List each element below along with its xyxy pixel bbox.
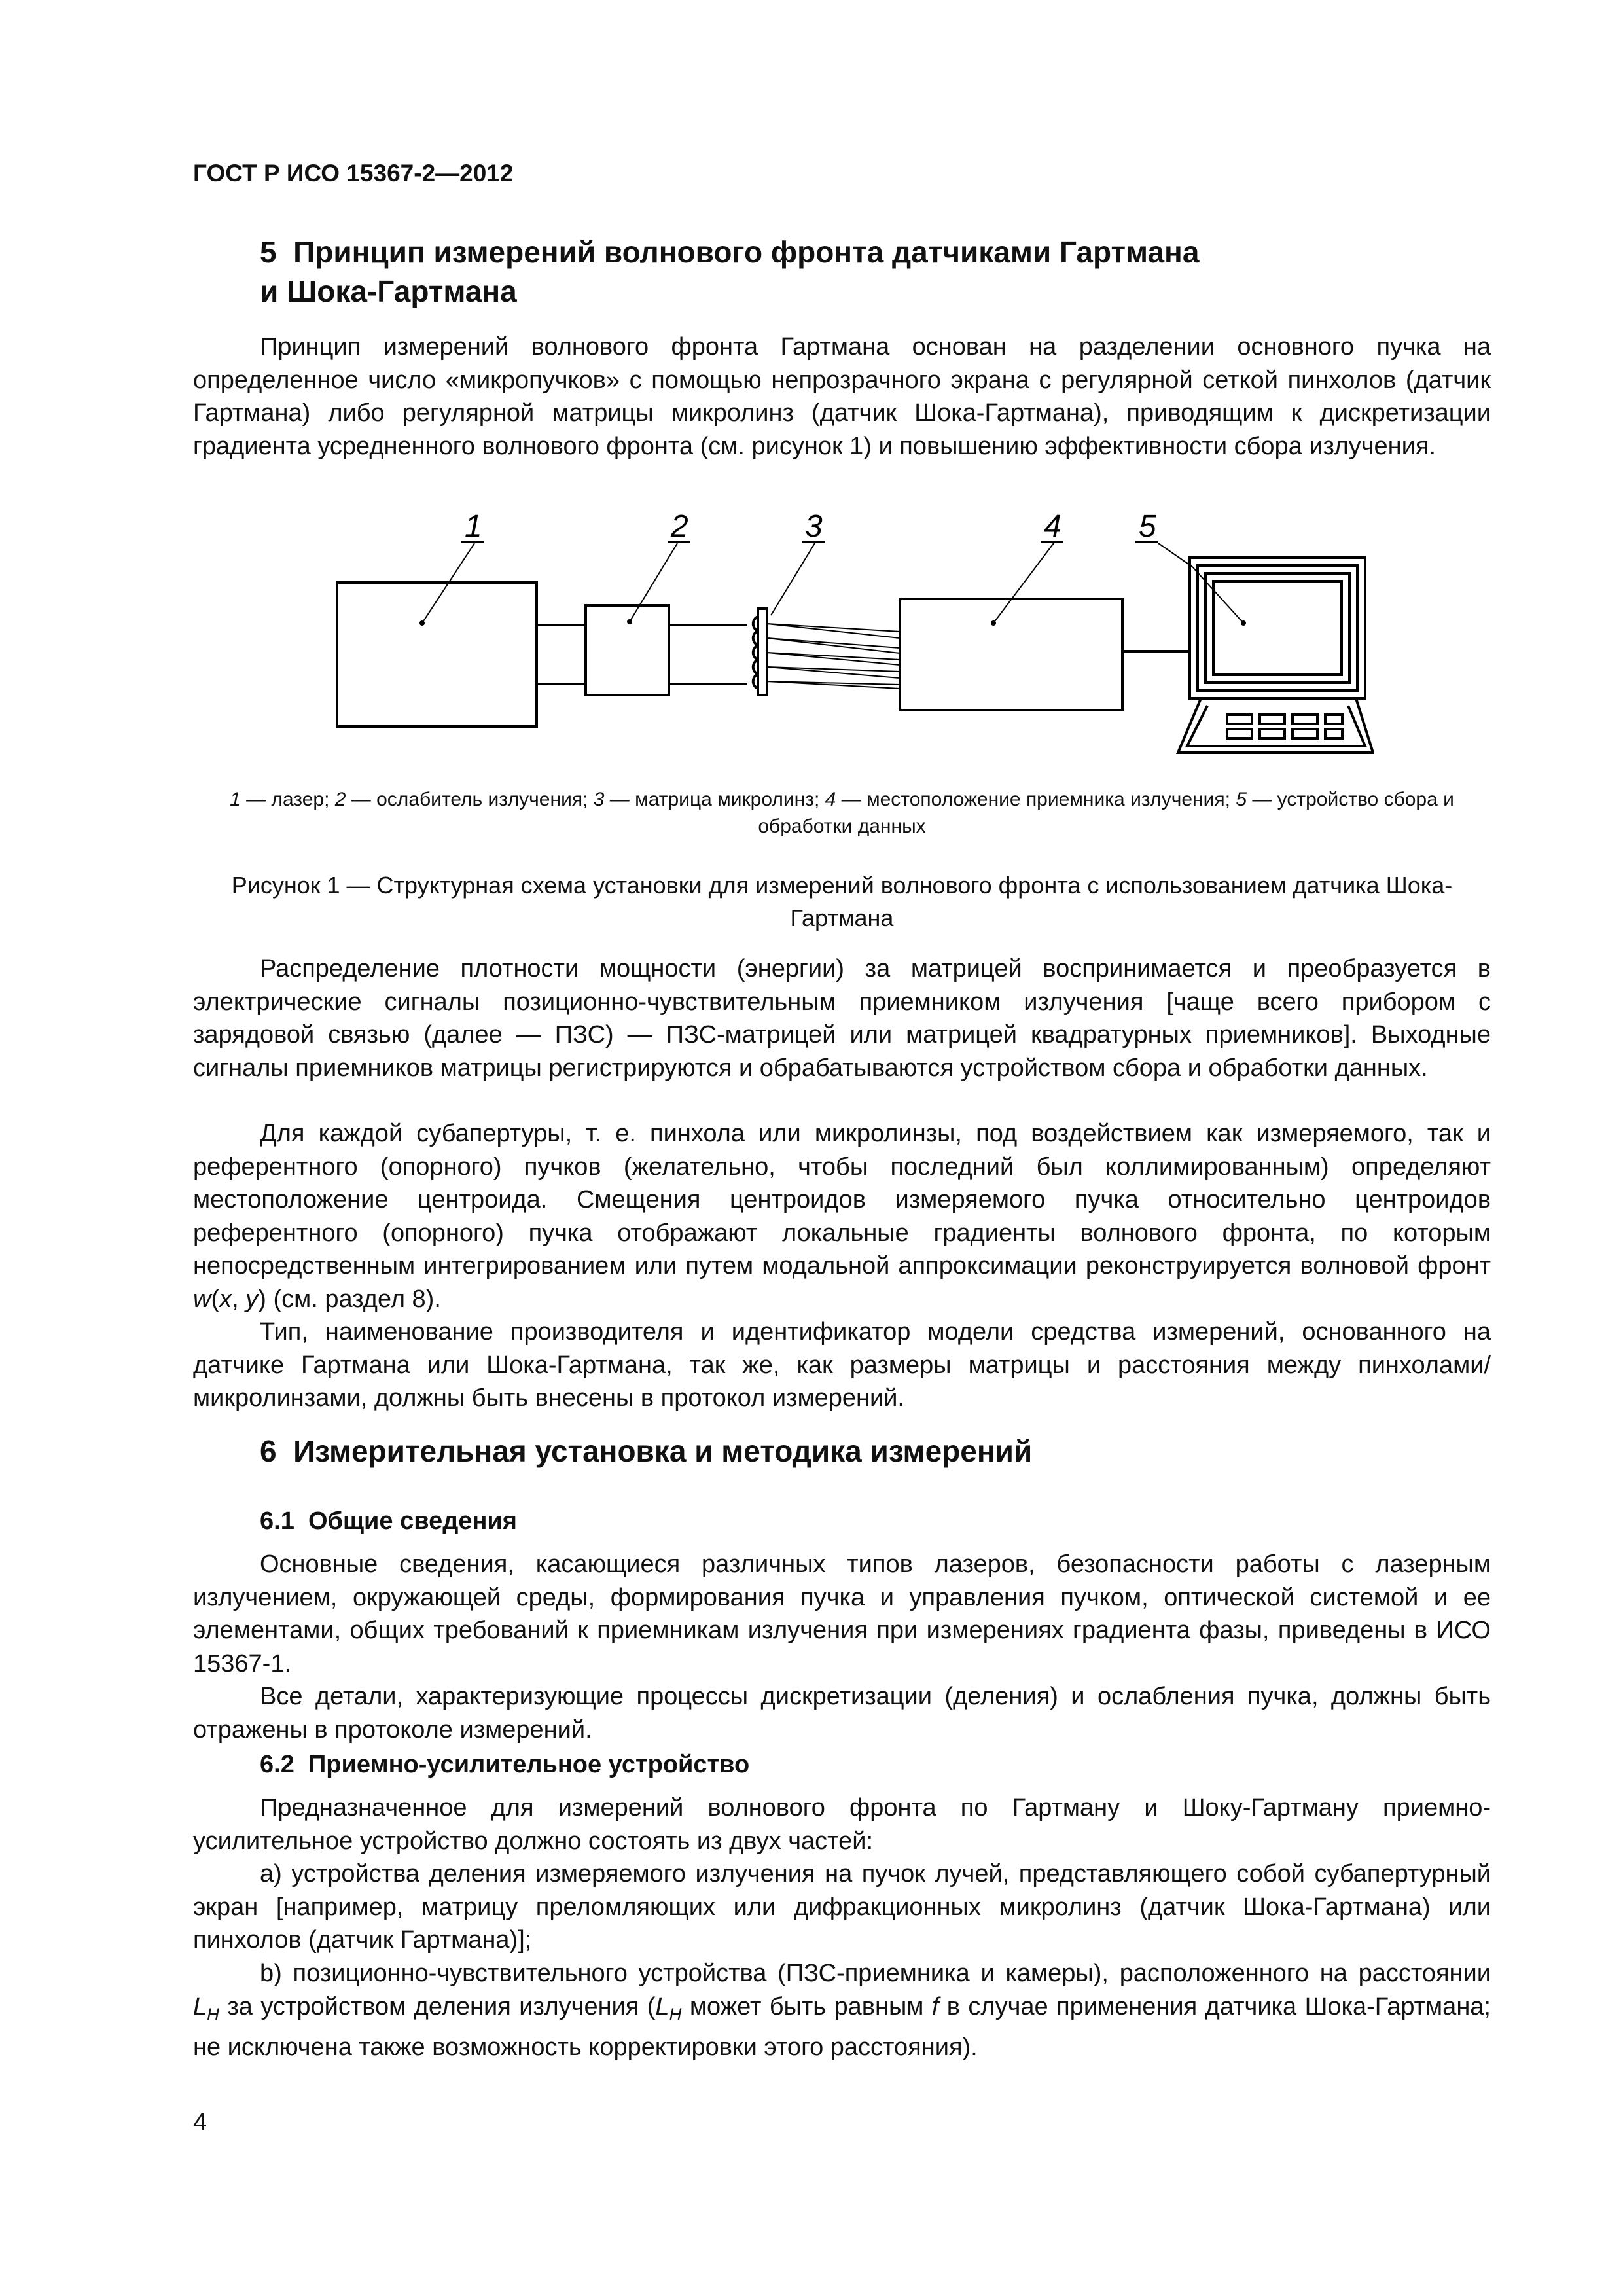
figure-caption: Рисунок 1 — Структурная схема установки для измерений волнового фронта с использованием датчика Шока-Гартмана <box>231 872 1453 931</box>
paragraph: Для каждой субапертуры, т. е. пинхола или микролинзы, под воздействием как измеряемого, так и референтного (опорного) пучков (желательно, чтобы последний был коллимированным) определяют местоположение центроида. Смещения центроидов измеряемого пучка относительно центроидов референтного (опорного) пучка отображают локальные градиенты волнового фронта, по которым непосредственным интегрированием или путем модальной аппроксимации реконструируется волновой фронт w(x, y) (см. раздел 8). <box>193 1120 1491 1313</box>
document-header: ГОСТ Р ИСО 15367-2—2012 <box>193 160 514 187</box>
paragraph: Распределение плотности мощности (энергии) за матрицей воспринимается и преобразуется в электрические сигналы позиционно-чувствительным приемником излучения [чаще всего прибором с зарядовой связью (далее — ПЗС) — ПЗС-матрицей или матрицей квадратурных приемников]. Выходные сигналы приемников матрицы регистрируются и обрабатываются устройством сбора и обработки данных. <box>193 955 1491 1082</box>
laser-block <box>337 583 537 726</box>
leader-lines <box>422 543 1243 623</box>
detector-block <box>900 599 1122 710</box>
subsection-6-1-heading: 6.1 Общие сведения <box>260 1507 517 1535</box>
figure-label-4: 4 <box>1044 509 1061 544</box>
attenuator-block <box>586 605 669 695</box>
figure-label-3: 3 <box>805 509 823 544</box>
paragraph: Основные сведения, касающиеся различных типов лазеров, безопасности работы с лазерным излучением, окружающей среды, формирования пучка и управления пучком, оптической системой и ее элементами, общих требований к приемникам излучения при измерениях градиента фазы, приведены в ИСО 15367-1. <box>193 1551 1491 1677</box>
section-title: Принцип измерений волнового фронта датчиками Гартмана <box>293 235 1200 269</box>
section-title-cont: и Шока-Гартмана <box>260 274 517 308</box>
paragraph: Принцип измерений волнового фронта Гартмана основан на разделении основного пучка на определенное число «микропучков» с помощью непрозрачного экрана с регулярной сеткой пинхолов (датчик Гартмана) либо регулярной матрицы микролинз (датчик Шока-Гартмана), приводящим к дискретизации градиента усредненного волнового фронта (см. рисунок 1) и повышению эффективности сбора излучения. <box>193 333 1491 460</box>
figure-label-2: 2 <box>671 509 688 544</box>
list-item-b: b) позиционно-чувствительного устройства (ПЗС-приемника и камеры), расположенного на расстоянии $L_H$ за устройством деления излучения ($L_H$ может быть равным f в случае применения датчика Шока-Гартмана; не исключена также возможность корректировки этого расстояния). <box>193 1960 1491 2061</box>
sub-beams <box>767 624 900 689</box>
figure-label-5: 5 <box>1139 509 1156 544</box>
section-5-heading <box>260 232 1438 311</box>
figure-1-diagram <box>327 504 1374 766</box>
subsection-6-2-heading: 6.2 Приемно-усилительное устройство <box>260 1751 750 1778</box>
computer-icon <box>1178 558 1373 753</box>
paragraph: Тип, наименование производителя и идентификатор модели средства измерений, основанного на датчике Гартмана или Шока-Гартмана, так же, как размеры матрицы и расстояния между пинхолами/микролинзами, должны быть внесены в протокол измерений. <box>193 1318 1491 1412</box>
paragraph: Все детали, характеризующие процессы дискретизации (деления) и ослабления пучка, должны быть отражены в протоколе измерений. <box>193 1683 1491 1744</box>
list-item-a: а) устройства деления измеряемого излучения на пучок лучей, представляющего собой субапертурный экран [например, матрицу преломляющих или дифракционных микролинз (датчик Шока-Гартмана) или пинхолов (датчик Гартмана)]; <box>193 1860 1491 1954</box>
figure-legend: 1 — лазер; 2 — ослабитель излучения; 3 — матрица микролинз; 4 — местоположение приемника излучения; 5 — устройство сбора и обработки данных <box>230 789 1454 837</box>
paragraph: Предназначенное для измерений волнового фронта по Гартману и Шоку-Гартману приемно-усилительное устройство должно состоять из двух частей: <box>193 1794 1491 1855</box>
section-6-heading: 6 Измерительная установка и методика измерений <box>260 1434 1033 1468</box>
lenslet-array <box>758 609 767 695</box>
figure-label-1: 1 <box>465 509 482 544</box>
section-number: 5 <box>260 235 277 269</box>
page-number: 4 <box>193 2109 207 2136</box>
